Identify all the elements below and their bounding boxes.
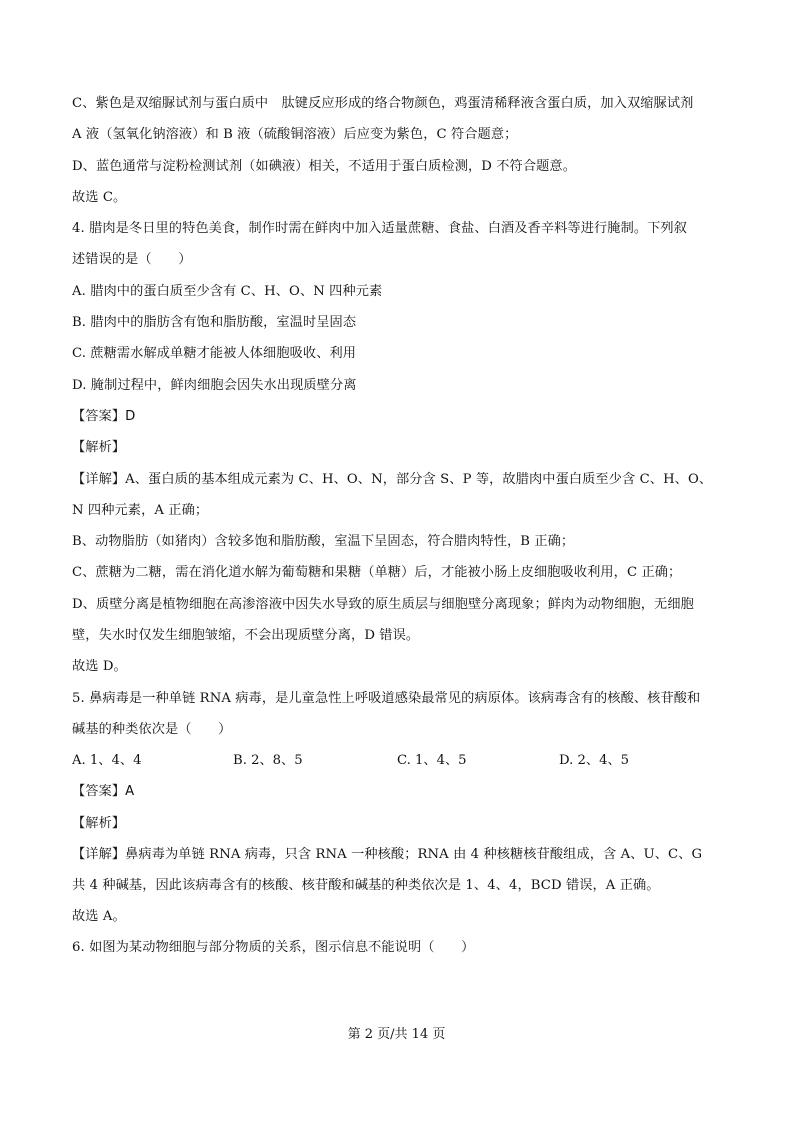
detail-line: 壁，失水时仅发生细胞皱缩，不会出现质壁分离，D 错误。 — [72, 628, 420, 643]
text-line: A 液（氢氧化钠溶液）和 B 液（硫酸铜溶液）后应变为紫色，C 符合题意； — [72, 127, 518, 142]
question-6-stem: 6. 如图为某动物细胞与部分物质的关系，图示信息不能说明（ ） — [72, 940, 475, 955]
detail-line: 【详解】鼻病毒为单链 RNA 病毒，只含 RNA 一种核酸；RNA 由 4 种核糖核苷酸组成，含 A、U、C、G — [72, 847, 703, 862]
question-5-option-d: D. 2、4、5 — [559, 753, 630, 768]
question-4-stem: 4. 腊肉是冬日里的特色美食，制作时需在鲜肉中加入适量蔗糖、食盐、白酒及香辛料等进行腌制。下列叙 — [72, 221, 688, 236]
answer-label: 【答案】D — [72, 409, 136, 424]
question-4-option-d: D. 腌制过程中，鲜肉细胞会因失水出现质壁分离 — [72, 378, 357, 393]
text-line: 故选 D。 — [72, 659, 127, 674]
detail-line: C、蔗糖为二糖，需在消化道水解为葡萄糖和果糖（单糖）后，才能被小肠上皮细胞吸收利用，C 正确； — [72, 565, 682, 580]
detail-line: B、动物脂肪（如猪肉）含较多饱和脂肪酸，室温下呈固态，符合腊肉特性，B 正确； — [72, 534, 575, 549]
question-4-option-c: C. 蔗糖需水解成单糖才能被人体细胞吸收、利用 — [72, 346, 357, 361]
question-5-stem: 5. 鼻病毒是一种单链 RNA 病毒，是儿童急性上呼吸道感染最常见的病原体。该病毒含有的核酸、核苷酸和 — [72, 691, 701, 706]
question-5-options — [72, 752, 732, 770]
question-5-option-a: A. 1、4、4 — [72, 753, 142, 768]
detail-line: D、质壁分离是植物细胞在高渗溶液中因失水导致的原生质层与细胞壁分离现象；鲜肉为动物细胞，无细胞 — [72, 597, 694, 612]
question-4-option-a: A. 腊肉中的蛋白质至少含有 C、H、O、N 四种元素 — [72, 284, 383, 299]
text-line: 故选 A。 — [72, 909, 126, 924]
question-5-stem-cont: 碱基的种类依次是（ ） — [72, 722, 232, 737]
analysis-label: 【解析】 — [72, 440, 126, 455]
question-4-stem-cont: 述错误的是（ ） — [72, 252, 192, 267]
detail-line: 【详解】A、蛋白质的基本组成元素为 C、H、O、N，部分含 S、P 等，故腊肉中蛋白质至少含 C、H、O、 — [72, 472, 713, 487]
page-number-footer: 第 2 页/共 14 页 — [347, 1027, 446, 1042]
question-5-option-b: B. 2、8、5 — [233, 753, 303, 768]
answer-label: 【答案】A — [72, 784, 135, 799]
detail-line: 共 4 种碱基，因此该病毒含有的核酸、核苷酸和碱基的种类依次是 1、4、4，BCD 错误，A 正确。 — [72, 878, 660, 893]
question-4-option-b: B. 腊肉中的脂肪含有饱和脂肪酸，室温时呈固态 — [72, 315, 357, 330]
question-5-option-c: C. 1、4、5 — [397, 753, 467, 768]
text-line: C、紫色是双缩脲试剂与蛋白质中 肽键反应形成的络合物颜色，鸡蛋清稀释液含蛋白质，加入双缩脲试剂 — [72, 96, 694, 111]
text-line: D、蓝色通常与淀粉检测试剂（如碘液）相关，不适用于蛋白质检测，D 不符合题意。 — [72, 159, 576, 174]
text-line: 故选 C。 — [72, 190, 127, 205]
detail-line: N 四种元素，A 正确； — [72, 503, 209, 518]
analysis-label: 【解析】 — [72, 816, 126, 831]
